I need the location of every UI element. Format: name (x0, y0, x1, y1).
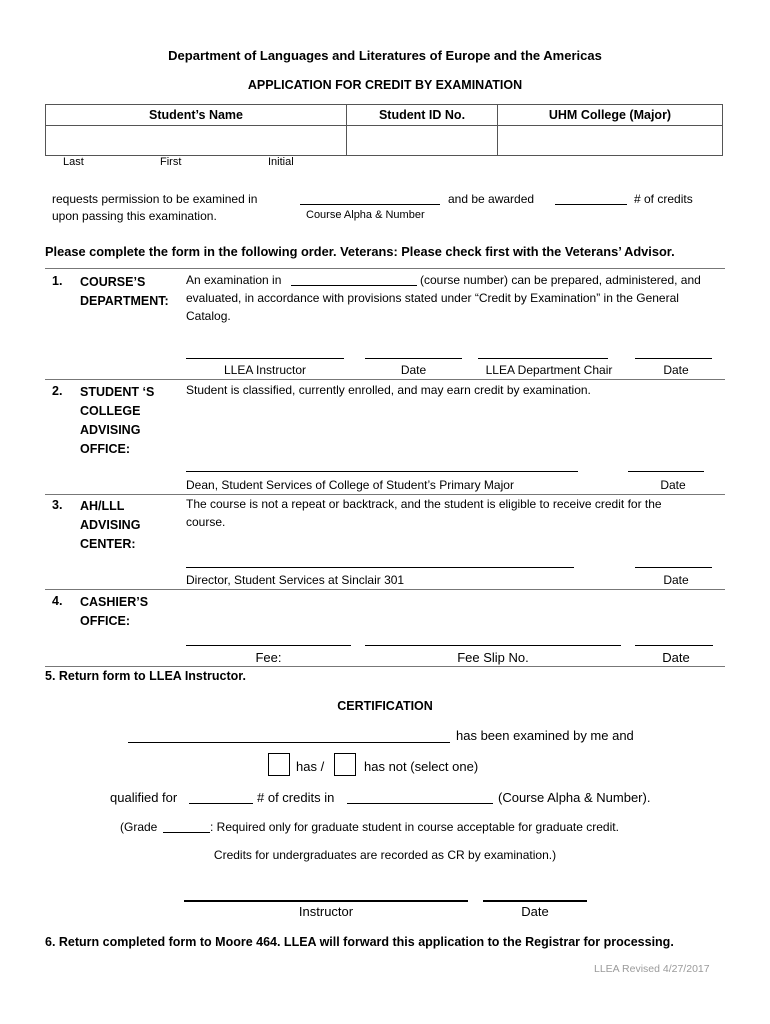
certification-title: CERTIFICATION (337, 699, 433, 713)
section3-text-line1: The course is not a repeat or backtrack, and the student is eligible to receive credit for the (186, 497, 662, 511)
director-date-line[interactable] (635, 567, 712, 568)
section1-text-a: An examination in (186, 273, 282, 287)
cashier-date-line[interactable] (635, 645, 713, 646)
divider (45, 494, 725, 495)
college-major-header: UHM College (Major) (498, 105, 723, 126)
qualified-credits-blank[interactable] (189, 803, 253, 804)
chair-signature[interactable] (478, 358, 608, 359)
last-name-caption: Last (63, 156, 84, 168)
first-name-caption: First (160, 156, 182, 168)
grade-text-a: (Grade (120, 820, 158, 834)
section3-title-line2: ADVISING (80, 518, 141, 532)
instructor-date-line[interactable] (365, 358, 462, 359)
section1-text-line3: Catalog. (186, 309, 231, 323)
has-not-checkbox[interactable] (334, 753, 356, 776)
course-alpha-caption: Course Alpha & Number (306, 209, 425, 221)
credits-blank[interactable] (555, 204, 627, 205)
department-heading: Department of Languages and Literatures of Europe and the Americas (168, 48, 602, 63)
student-id-header: Student ID No. (347, 105, 498, 126)
section1-title-line2: DEPARTMENT: (80, 294, 169, 308)
section4-title-line2: OFFICE: (80, 614, 130, 628)
section4-title-line1: CASHIER’S (80, 595, 149, 609)
chair-date-caption: Date (663, 363, 689, 377)
fee-line[interactable] (186, 645, 351, 646)
divider (45, 268, 725, 269)
cert-date-caption: Date (521, 904, 549, 919)
section1-title-line1: COURSE’S (80, 275, 146, 289)
initial-caption: Initial (268, 156, 294, 168)
cert-instructor-signature[interactable] (184, 900, 468, 902)
qualified-text-b: # of credits in (257, 790, 335, 805)
student-examined-blank[interactable] (128, 742, 450, 743)
undergrad-note: Credits for undergraduates are recorded as CR by examination.) (213, 848, 557, 862)
chair-date-line[interactable] (635, 358, 712, 359)
divider (45, 666, 725, 667)
qualified-course-blank[interactable] (347, 803, 493, 804)
section3-title-line3: CENTER: (80, 537, 136, 551)
course-number-blank[interactable] (291, 285, 417, 286)
student-name-field[interactable] (46, 126, 347, 156)
instructions: Please complete the form in the following order. Veterans: Please check first with the Veterans’ Advisor. (45, 244, 675, 259)
section2-title-line4: OFFICE: (80, 442, 130, 456)
college-major-field[interactable] (498, 126, 723, 156)
section2-title-line3: ADVISING (80, 423, 141, 437)
section2-title-line1: STUDENT ‘S (80, 385, 155, 399)
section2-title-line2: COLLEGE (80, 404, 141, 418)
section4-number: 4. (52, 594, 63, 608)
awarded-label: and be awarded (448, 192, 535, 206)
section3-text-line2: course. (186, 515, 226, 529)
section1-number: 1. (52, 274, 63, 288)
section1-text-b: (course number) can be prepared, administered, and (420, 273, 701, 287)
dean-date-caption: Date (660, 478, 686, 492)
divider (45, 589, 725, 590)
fee-slip-line[interactable] (365, 645, 621, 646)
qualified-text-a: qualified for (110, 790, 178, 805)
form-title: APPLICATION FOR CREDIT BY EXAMINATION (247, 78, 523, 92)
dean-caption: Dean, Student Services of College of Student’s Primary Major (186, 478, 514, 492)
cert-instructor-caption: Instructor (298, 904, 354, 919)
llea-instructor-signature[interactable] (186, 358, 344, 359)
instructor-date-caption: Date (400, 363, 427, 377)
step6: 6. Return completed form to Moore 464. LLEA will forward this application to the Registrar for processing. (45, 935, 674, 949)
student-id-field[interactable] (347, 126, 498, 156)
has-not-label: has not (select one) (364, 759, 479, 774)
request-line2: upon passing this examination. (52, 209, 217, 223)
has-label: has / (296, 759, 325, 774)
request-line1: requests permission to be examined in (52, 192, 258, 206)
llea-instructor-caption: LLEA Instructor (223, 363, 307, 377)
chair-caption: LLEA Department Chair (485, 363, 613, 377)
cert-date-line[interactable] (483, 900, 587, 902)
student-info-table (45, 104, 723, 156)
qualified-text-c: (Course Alpha & Number). (498, 790, 651, 805)
section1-text-line2: evaluated, in accordance with provisions stated under “Credit by Examination” in the General (186, 291, 679, 305)
student-name-header: Student’s Name (46, 105, 347, 126)
examined-text: has been examined by me and (456, 728, 634, 743)
grade-text-b: : Required only for graduate student in course acceptable for graduate credit. (210, 820, 619, 834)
section3-title-line1: AH/LLL (80, 499, 125, 513)
section3-number: 3. (52, 498, 63, 512)
director-caption: Director, Student Services at Sinclair 301 (186, 573, 405, 587)
has-checkbox[interactable] (268, 753, 290, 776)
cashier-date-caption: Date (662, 650, 690, 665)
credits-label: # of credits (634, 192, 693, 206)
section2-number: 2. (52, 384, 63, 398)
dean-signature[interactable] (186, 471, 578, 472)
section2-text: Student is classified, currently enrolled, and may earn credit by examination. (186, 383, 591, 397)
course-alpha-blank[interactable] (300, 204, 440, 205)
director-signature[interactable] (186, 567, 574, 568)
revision-note: LLEA Revised 4/27/2017 (594, 963, 710, 975)
dean-date-line[interactable] (628, 471, 704, 472)
step5: 5. Return form to LLEA Instructor. (45, 669, 246, 683)
fee-slip-caption: Fee Slip No. (457, 650, 529, 665)
grade-blank[interactable] (163, 832, 210, 833)
fee-caption: Fee: (255, 650, 282, 665)
director-date-caption: Date (663, 573, 689, 587)
divider (45, 379, 725, 380)
